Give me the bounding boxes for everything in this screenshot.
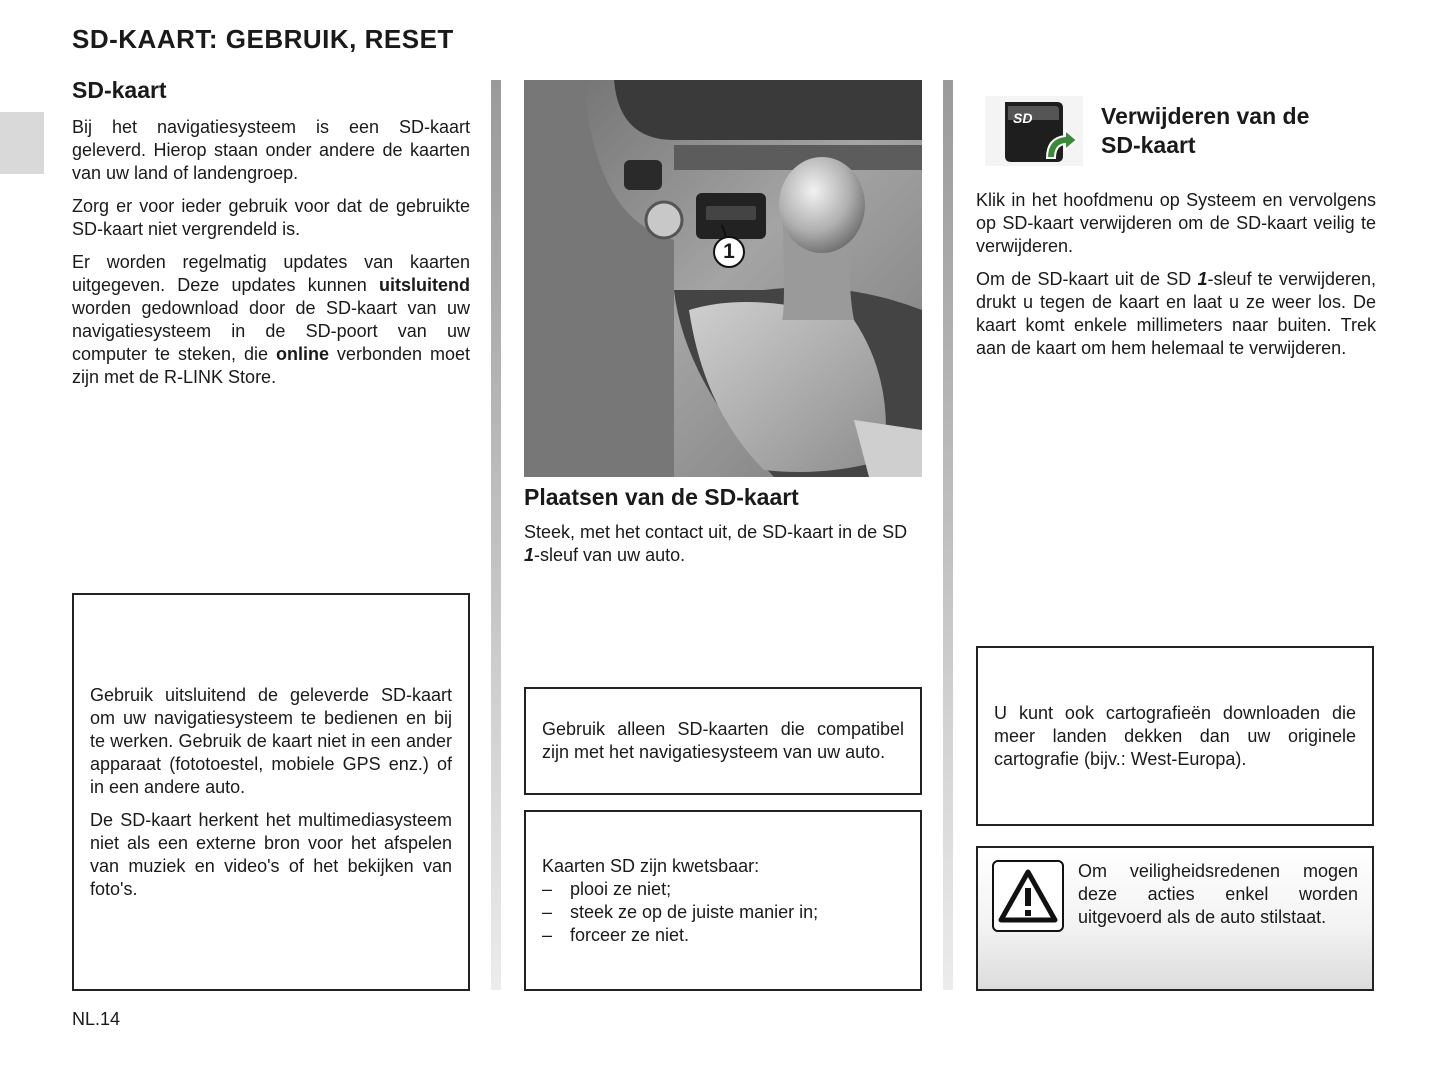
fragile-list [542, 878, 904, 947]
note-text: Gebruik uitsluitend de geleverde SD-kaart om uw navigatiesysteem te bedienen en bij te werken. Gebruik de kaart niet in een ander apparaat (fototoestel, mobiele GPS enz.) of in een andere auto. [90, 684, 452, 797]
section-heading: Plaatsen van de SD-kaart [524, 484, 799, 510]
note-title: Kaarten SD zijn kwetsbaar: [542, 855, 760, 876]
paragraph: Om de SD-kaart uit de SD 1-sleuf te verwijderen, drukt u tegen de kaart en laat u ze weer los. De kaart komt enkele millimeters naar buiten. Trek aan de kaart om hem helemaal te verwijderen. [976, 269, 1376, 358]
note-text: U kunt ook cartografieën downloaden die meer landen dekken dan uw originele cartografie (bijv.: West-Europa). [994, 702, 1356, 769]
list-item: – forceer ze niet. [542, 924, 690, 945]
note-box-fragile [524, 810, 922, 991]
section-sd-kaart [72, 77, 470, 399]
column-separator [943, 80, 953, 990]
section-verwijderen [976, 189, 1376, 370]
side-tab-marker [0, 112, 44, 174]
console-photo [524, 80, 922, 477]
section-heading: SD-kaart [72, 77, 167, 103]
section-plaatsen [524, 484, 922, 577]
paragraph: Steek, met het contact uit, de SD-kaart in de SD 1-sleuf van uw auto. [524, 522, 908, 565]
paragraph: Klik in het hoofdmenu op Systeem en vervolgens op SD-kaart verwijderen om de SD-kaart veilig te verwijderen. [976, 190, 1376, 256]
note-text: Gebruik alleen SD-kaarten die compatibel zijn met het navigatiesysteem van uw auto. [542, 719, 904, 762]
warning-box [976, 846, 1374, 991]
note-text: De SD-kaart herkent het multimediasysteem niet als een externe bron voor het afspelen van muziek en video's of het bekijken van foto's. [90, 809, 452, 899]
page-number: NL.14 [72, 1009, 121, 1029]
note-box [524, 687, 922, 795]
note-box [976, 646, 1374, 826]
note-box [72, 593, 470, 991]
paragraph: Zorg er voor ieder gebruik voor dat de gebruikte SD-kaart niet vergrendeld is. [72, 196, 470, 239]
callout-1: 1 [713, 236, 745, 268]
column-separator [491, 80, 501, 990]
warning-text: Om veiligheidsredenen mogen deze acties enkel worden uitgevoerd als de auto stilstaat. [1078, 861, 1358, 927]
page-title: SD-KAART: GEBRUIK, RESET [72, 24, 454, 54]
paragraph: Er worden regelmatig updates van kaarten uitgegeven. Deze updates kunnen uitsluitend worden gedownload door de SD-kaart van uw navigatiesysteem in de SD-poort van uw computer te steken, die online verbonden moet zijn met de R-LINK Store. [72, 252, 470, 387]
list-item: – plooi ze niet; [542, 878, 672, 899]
paragraph: Bij het navigatiesysteem is een SD-kaart geleverd. Hierop staan onder andere de kaarten van uw land of landengroep. [72, 117, 470, 183]
sd-eject-icon: SD [985, 96, 1083, 166]
warning-icon [992, 860, 1064, 932]
list-item: – steek ze op de juiste manier in; [542, 901, 819, 922]
section-heading: Verwijderen van de SD-kaart [1101, 103, 1310, 158]
